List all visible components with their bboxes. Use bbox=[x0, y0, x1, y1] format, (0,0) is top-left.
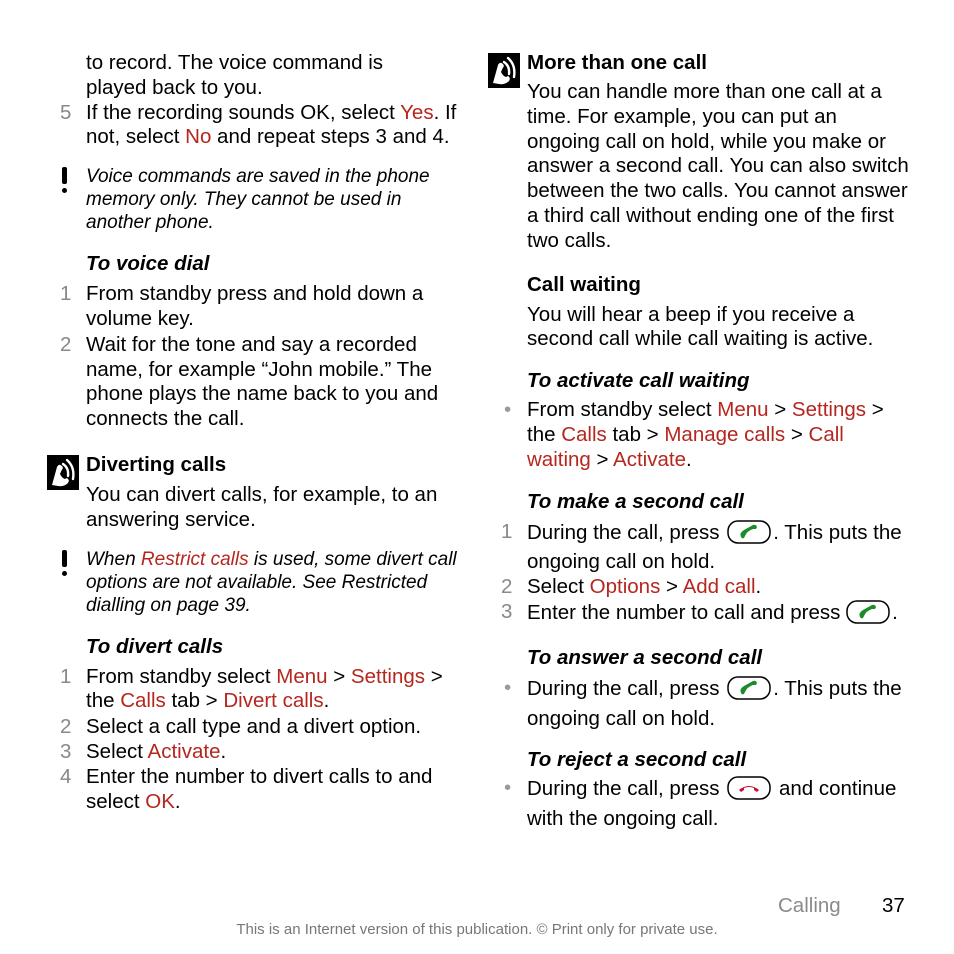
menu-item-ok: OK bbox=[145, 789, 175, 813]
section-title: Call waiting bbox=[527, 272, 641, 296]
step-text: Select bbox=[86, 739, 148, 763]
left-column bbox=[47, 50, 467, 814]
menu-item-activate: Activate bbox=[613, 447, 686, 471]
step-number: 2 bbox=[60, 715, 72, 739]
menu-item-calls: Calls bbox=[120, 689, 166, 713]
call-key-icon bbox=[846, 600, 890, 631]
voice-dial-step-1 bbox=[47, 282, 467, 332]
paragraph-text: You will hear a beep if you receive a second call while call waiting is active. bbox=[527, 302, 874, 351]
step-text: Select a call type and a divert option. bbox=[86, 715, 422, 739]
procedure-title-divert: To divert calls bbox=[86, 634, 224, 658]
section-title: More than one call bbox=[527, 51, 707, 74]
step-text: . bbox=[755, 575, 762, 599]
divert-step-1 bbox=[47, 665, 467, 715]
bullet: • bbox=[504, 398, 512, 422]
bullet: • bbox=[504, 675, 512, 699]
call-key-icon bbox=[727, 676, 771, 707]
menu-item-settings: Settings bbox=[791, 398, 866, 422]
reject-step bbox=[488, 776, 910, 832]
voice-dial-step-2 bbox=[47, 333, 467, 432]
separator: > bbox=[768, 398, 792, 422]
footer-disclaimer: This is an Internet version of this publication. © Print only for private use. bbox=[236, 921, 718, 938]
step-number: 1 bbox=[60, 282, 72, 306]
step-text: Enter the number to call and press bbox=[527, 600, 847, 624]
menu-item-menu: Menu bbox=[717, 398, 769, 422]
menu-item-menu: Menu bbox=[276, 664, 328, 688]
step-text: If the recording sounds OK, select bbox=[86, 100, 401, 124]
step-text: From standby select bbox=[86, 664, 277, 688]
menu-item-calls: Calls bbox=[561, 422, 607, 446]
step-text: and repeat steps 3 and 4. bbox=[211, 125, 450, 149]
step-text: From standby press and hold down a volume key. bbox=[86, 282, 424, 330]
make-step-3 bbox=[488, 600, 910, 631]
menu-item-add-call: Add call bbox=[682, 575, 756, 599]
divert-step-4 bbox=[47, 765, 467, 815]
step-text: . bbox=[323, 689, 330, 713]
step-text: . bbox=[174, 789, 181, 813]
step-number: 3 bbox=[60, 739, 72, 763]
step-number: 1 bbox=[60, 664, 72, 688]
procedure-title-voice-dial: To voice dial bbox=[86, 252, 210, 276]
step-text: tab > bbox=[165, 689, 224, 713]
note-voice-commands bbox=[47, 165, 467, 234]
note-text: Voice commands are saved in the phone memory only. They cannot be used in another phone. bbox=[86, 166, 430, 234]
step-text: During the call, press bbox=[527, 676, 726, 700]
step-text: . bbox=[220, 739, 227, 763]
menu-item-no: No bbox=[185, 125, 212, 149]
procedure-title-reject-second-call: To reject a second call bbox=[527, 748, 747, 772]
step-text: . bbox=[685, 447, 692, 471]
separator: > bbox=[785, 422, 809, 446]
section-title: Diverting calls bbox=[86, 452, 227, 476]
footer-section-name: Calling bbox=[778, 894, 841, 917]
menu-item-options: Options bbox=[589, 575, 661, 599]
step-text: . This puts the ongoing call on hold. bbox=[527, 676, 902, 730]
section-call-waiting bbox=[488, 272, 910, 298]
procedure-title-make-second-call: To make a second call bbox=[527, 489, 744, 513]
call-waiting-text bbox=[488, 303, 910, 353]
separator: > bbox=[590, 447, 614, 471]
procedure-title-answer-second-call: To answer a second call bbox=[527, 645, 763, 669]
menu-item-call-waiting: Call waiting bbox=[527, 422, 844, 471]
continued-step bbox=[47, 51, 467, 101]
answer-step bbox=[488, 676, 910, 732]
bullet: • bbox=[504, 776, 512, 800]
paragraph-text: You can divert calls, for example, to an answering service. bbox=[86, 482, 438, 531]
step-text: . This puts the ongoing call on hold. bbox=[527, 520, 902, 574]
paragraph-text: You can handle more than one call at a time. For example, you can put an ongoing call on hold, while you make or answer a second call. You can also switch between the two calls. You cannot answer a third call without ending one of the first two calls. bbox=[527, 80, 909, 252]
step-text: Enter the number to divert calls to and select bbox=[86, 764, 433, 813]
activate-step bbox=[488, 398, 910, 472]
step-number: 3 bbox=[501, 599, 513, 623]
more-than-one-call-text bbox=[488, 80, 910, 254]
step-text: Wait for the tone and say a recorded name, for example “John mobile.” The phone plays the name back to you and connects the call. bbox=[86, 332, 439, 431]
step-text: Select bbox=[527, 575, 590, 599]
step-text: > the bbox=[527, 398, 884, 446]
continued-line-1: to record. The voice command is bbox=[86, 51, 383, 74]
step-text: From standby select bbox=[527, 398, 718, 422]
note-text: is used, some divert call options are not available. See Restricted dialling on page 39. bbox=[86, 548, 457, 616]
menu-item-divert-calls: Divert calls bbox=[223, 689, 324, 713]
call-key-icon bbox=[727, 520, 771, 551]
procedure-title-activate-call-waiting: To activate call waiting bbox=[527, 369, 750, 393]
step-number: 2 bbox=[501, 575, 513, 599]
step-text: > the bbox=[86, 664, 443, 713]
divert-step-2 bbox=[47, 715, 467, 740]
menu-item-manage-calls: Manage calls bbox=[664, 422, 786, 446]
right-column bbox=[488, 50, 910, 832]
continued-line-2: played back to you. bbox=[86, 75, 263, 99]
make-step-1 bbox=[488, 520, 910, 576]
page-number: 37 bbox=[882, 894, 905, 917]
menu-item-activate: Activate bbox=[147, 739, 221, 763]
section-more-than-one-call bbox=[488, 50, 910, 76]
separator: > bbox=[660, 575, 683, 599]
step-text: . bbox=[892, 600, 898, 624]
note-text: When bbox=[86, 548, 141, 570]
separator: > bbox=[327, 664, 351, 688]
step-text: During the call, press bbox=[527, 777, 726, 801]
step-text: . If not, select bbox=[86, 100, 457, 149]
step-text: tab > bbox=[606, 422, 665, 446]
make-step-2 bbox=[488, 575, 910, 600]
section-diverting-calls bbox=[47, 452, 467, 478]
menu-item-yes: Yes bbox=[400, 100, 434, 124]
step-text: During the call, press bbox=[527, 520, 726, 544]
menu-item-settings: Settings bbox=[350, 664, 425, 688]
note-restrict-calls bbox=[47, 548, 467, 617]
step-number: 2 bbox=[60, 332, 72, 356]
step-text: and continue with the ongoing call. bbox=[527, 777, 897, 831]
warning-exclamation-icon bbox=[58, 550, 72, 578]
warning-exclamation-icon bbox=[58, 167, 72, 195]
menu-item-restrict-calls: Restrict calls bbox=[140, 548, 249, 570]
step-5 bbox=[47, 101, 467, 151]
divert-intro bbox=[47, 483, 467, 533]
end-call-key-icon bbox=[727, 776, 771, 807]
step-number: 5 bbox=[60, 100, 72, 124]
step-number: 1 bbox=[501, 519, 513, 543]
divert-step-3 bbox=[47, 740, 467, 765]
step-number: 4 bbox=[60, 764, 72, 788]
